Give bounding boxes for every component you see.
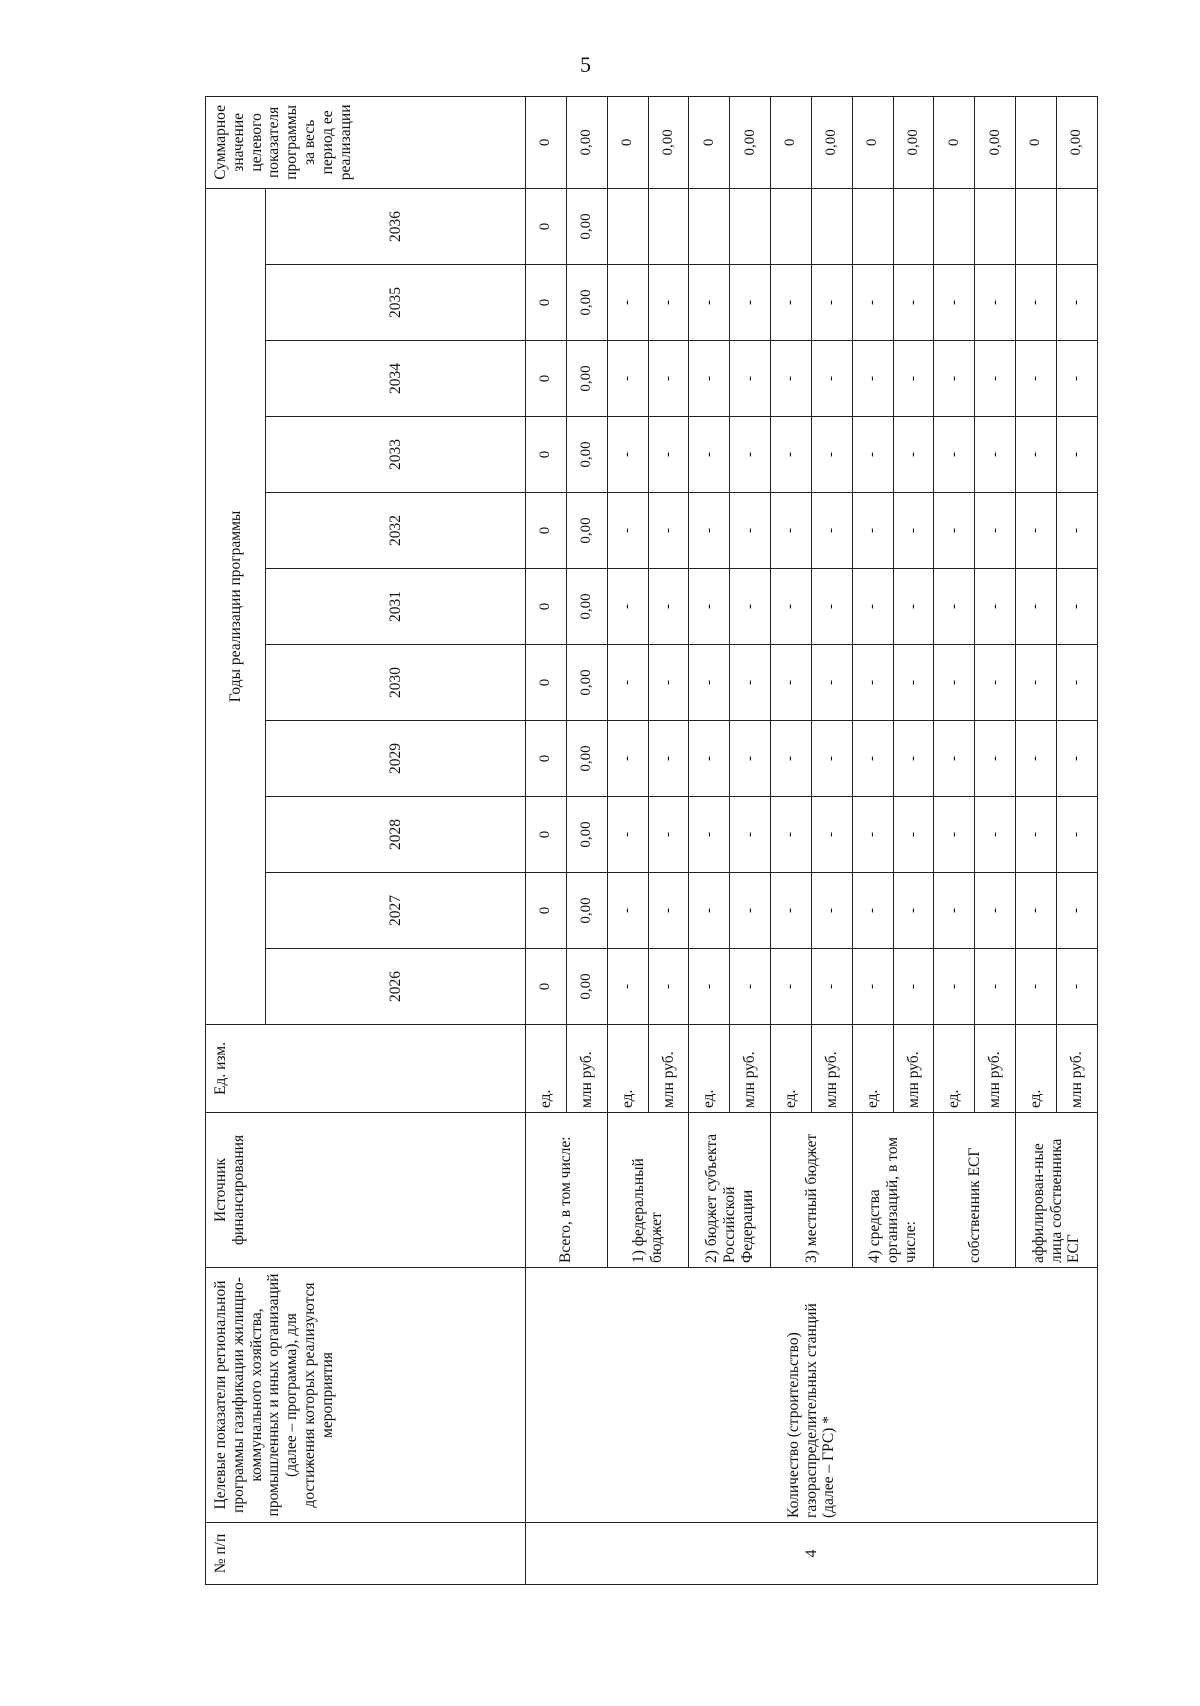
value-cell: 0 <box>526 341 567 417</box>
value-cell: - <box>771 873 812 949</box>
header-year-2035: 2035 <box>266 265 526 341</box>
value-cell: - <box>771 645 812 721</box>
value-cell: - <box>689 417 730 493</box>
value-cell: - <box>1016 645 1057 721</box>
value-cell: - <box>811 493 852 569</box>
value-cell: - <box>1056 721 1097 797</box>
value-cell: - <box>730 797 771 873</box>
value-cell: - <box>893 949 934 1025</box>
unit-cell: ед. <box>689 1025 730 1113</box>
unit-cell: ед. <box>934 1025 975 1113</box>
value-cell <box>607 188 648 264</box>
value-cell: - <box>689 721 730 797</box>
value-cell: - <box>811 265 852 341</box>
program-table-wrapper <box>205 97 1097 1585</box>
source-label: собственник ЕСГ <box>934 1113 1016 1268</box>
value-cell: - <box>893 493 934 569</box>
value-cell: - <box>893 645 934 721</box>
value-cell: - <box>934 721 975 797</box>
value-cell: - <box>607 265 648 341</box>
header-year-2033: 2033 <box>266 417 526 493</box>
value-cell: - <box>689 341 730 417</box>
value-cell: - <box>730 417 771 493</box>
value-cell: - <box>893 417 934 493</box>
value-cell: - <box>852 569 893 645</box>
value-cell: - <box>607 721 648 797</box>
value-cell: - <box>852 645 893 721</box>
value-cell: - <box>648 949 689 1025</box>
value-cell: - <box>689 797 730 873</box>
value-cell <box>648 188 689 264</box>
value-cell: - <box>811 797 852 873</box>
value-cell: - <box>1016 341 1057 417</box>
value-cell: - <box>1016 873 1057 949</box>
value-cell: - <box>648 645 689 721</box>
value-cell: - <box>730 645 771 721</box>
total-cell: 0 <box>689 96 730 188</box>
value-cell <box>811 188 852 264</box>
value-cell: - <box>811 341 852 417</box>
value-cell: - <box>689 949 730 1025</box>
value-cell: 0 <box>526 188 567 264</box>
value-cell <box>771 188 812 264</box>
total-cell: 0 <box>934 96 975 188</box>
unit-cell: ед. <box>607 1025 648 1113</box>
value-cell: - <box>934 569 975 645</box>
value-cell <box>1016 188 1057 264</box>
unit-cell: млн руб. <box>566 1025 607 1113</box>
header-total: Суммарное значение целевого показателя программы за весь период ее реализации <box>206 96 526 188</box>
value-cell: 0 <box>526 873 567 949</box>
unit-cell: ед. <box>1016 1025 1057 1113</box>
value-cell: - <box>607 493 648 569</box>
program-indicators-table <box>205 96 1098 1585</box>
header-num: № п/п <box>206 1523 526 1585</box>
source-label: Всего, в том числе: <box>526 1113 608 1268</box>
value-cell: - <box>893 797 934 873</box>
header-year-2028: 2028 <box>266 797 526 873</box>
header-years-group: Годы реализации программы <box>206 188 266 1024</box>
value-cell: - <box>771 417 812 493</box>
unit-cell: млн руб. <box>730 1025 771 1113</box>
total-cell: 0 <box>771 96 812 188</box>
value-cell: - <box>1016 949 1057 1025</box>
value-cell: - <box>893 341 934 417</box>
value-cell: 0,00 <box>566 188 607 264</box>
value-cell: - <box>893 873 934 949</box>
value-cell: - <box>975 797 1016 873</box>
total-cell: 0,00 <box>730 96 771 188</box>
value-cell: - <box>689 493 730 569</box>
value-cell: - <box>975 569 1016 645</box>
value-cell: - <box>730 873 771 949</box>
value-cell: - <box>893 569 934 645</box>
value-cell: - <box>771 949 812 1025</box>
value-cell: - <box>811 645 852 721</box>
value-cell: - <box>648 493 689 569</box>
value-cell: - <box>811 417 852 493</box>
value-cell: - <box>852 265 893 341</box>
value-cell: - <box>607 417 648 493</box>
value-cell: - <box>852 493 893 569</box>
value-cell: - <box>689 873 730 949</box>
value-cell: - <box>771 797 812 873</box>
total-cell: 0 <box>1016 96 1057 188</box>
value-cell: - <box>689 265 730 341</box>
row-number: 4 <box>526 1523 1098 1585</box>
value-cell: - <box>1056 645 1097 721</box>
value-cell: - <box>648 265 689 341</box>
value-cell: - <box>852 873 893 949</box>
value-cell: - <box>1056 493 1097 569</box>
value-cell: - <box>607 645 648 721</box>
unit-cell: млн руб. <box>648 1025 689 1113</box>
value-cell: - <box>852 949 893 1025</box>
table-body <box>526 96 1098 1584</box>
total-cell: 0,00 <box>566 96 607 188</box>
value-cell: - <box>730 721 771 797</box>
value-cell: - <box>607 341 648 417</box>
header-year-2027: 2027 <box>266 873 526 949</box>
value-cell: - <box>975 493 1016 569</box>
source-label: аффилирован-ные лица собственника ЕСГ <box>1016 1113 1098 1268</box>
total-cell: 0,00 <box>648 96 689 188</box>
value-cell: - <box>811 873 852 949</box>
value-cell: - <box>1016 417 1057 493</box>
value-cell: - <box>648 569 689 645</box>
value-cell: - <box>975 417 1016 493</box>
source-label: 2) бюджет субъекта Российской Федерации <box>689 1113 771 1268</box>
value-cell: - <box>607 873 648 949</box>
indicator-name: Количество (строительство) газораспределительных станций (далее – ГРС) * <box>526 1268 1098 1523</box>
value-cell: - <box>1016 797 1057 873</box>
source-label: 3) местный бюджет <box>771 1113 853 1268</box>
value-cell: - <box>1016 493 1057 569</box>
total-cell: 0 <box>526 96 567 188</box>
value-cell: - <box>975 341 1016 417</box>
header-year-2031: 2031 <box>266 569 526 645</box>
value-cell: 0 <box>526 645 567 721</box>
value-cell: - <box>1056 265 1097 341</box>
value-cell: - <box>648 873 689 949</box>
value-cell: - <box>689 569 730 645</box>
unit-cell: млн руб. <box>811 1025 852 1113</box>
value-cell: - <box>893 265 934 341</box>
header-indicators: Целевые показатели региональной программы газификации жилищно-коммунального хозяйства, промышленных и иных организаций (далее – программа), для достижения которых реализуются мероприятия <box>206 1268 526 1523</box>
value-cell: - <box>1056 949 1097 1025</box>
value-cell: - <box>730 265 771 341</box>
value-cell: - <box>771 265 812 341</box>
value-cell: - <box>934 645 975 721</box>
value-cell: - <box>771 493 812 569</box>
source-label: 1) федеральный бюджет <box>607 1113 689 1268</box>
value-cell: - <box>648 417 689 493</box>
value-cell: - <box>934 873 975 949</box>
value-cell: - <box>730 341 771 417</box>
value-cell: - <box>648 341 689 417</box>
total-cell: 0,00 <box>811 96 852 188</box>
value-cell <box>852 188 893 264</box>
unit-cell: ед. <box>852 1025 893 1113</box>
value-cell: - <box>607 797 648 873</box>
value-cell: 0 <box>526 417 567 493</box>
value-cell: - <box>689 645 730 721</box>
value-cell: 0 <box>526 569 567 645</box>
value-cell: - <box>771 569 812 645</box>
value-cell: 0 <box>526 265 567 341</box>
value-cell <box>975 188 1016 264</box>
value-cell: 0 <box>526 721 567 797</box>
value-cell: - <box>811 721 852 797</box>
value-cell: - <box>811 569 852 645</box>
value-cell: 0,00 <box>566 341 607 417</box>
value-cell: - <box>1056 569 1097 645</box>
value-cell: - <box>1016 569 1057 645</box>
unit-cell: млн руб. <box>893 1025 934 1113</box>
value-cell: - <box>975 645 1016 721</box>
value-cell <box>1056 188 1097 264</box>
value-cell: - <box>934 417 975 493</box>
page-number: 5 <box>580 52 591 77</box>
value-cell: - <box>730 493 771 569</box>
value-cell: - <box>852 721 893 797</box>
value-cell: 0,00 <box>566 873 607 949</box>
total-cell: 0 <box>607 96 648 188</box>
total-cell: 0,00 <box>1056 96 1097 188</box>
value-cell: - <box>771 721 812 797</box>
unit-cell: млн руб. <box>975 1025 1016 1113</box>
total-cell: 0 <box>852 96 893 188</box>
value-cell: - <box>1056 873 1097 949</box>
header-source: Источник финансирования <box>206 1113 526 1268</box>
value-cell <box>893 188 934 264</box>
header-year-2036: 2036 <box>266 188 526 264</box>
value-cell: - <box>852 341 893 417</box>
value-cell: - <box>975 949 1016 1025</box>
total-cell: 0,00 <box>893 96 934 188</box>
value-cell: - <box>934 797 975 873</box>
value-cell: - <box>607 569 648 645</box>
unit-cell: ед. <box>526 1025 567 1113</box>
value-cell: - <box>771 341 812 417</box>
value-cell: - <box>730 569 771 645</box>
value-cell: 0,00 <box>566 417 607 493</box>
value-cell <box>689 188 730 264</box>
header-year-2026: 2026 <box>266 949 526 1025</box>
value-cell: 0 <box>526 797 567 873</box>
value-cell: - <box>1056 417 1097 493</box>
value-cell <box>730 188 771 264</box>
value-cell: 0,00 <box>566 493 607 569</box>
total-cell: 0,00 <box>975 96 1016 188</box>
value-cell: 0,00 <box>566 645 607 721</box>
table-row <box>526 96 567 1584</box>
value-cell: - <box>730 949 771 1025</box>
value-cell: - <box>1016 265 1057 341</box>
source-label: 4) средства организаций, в том числе: <box>852 1113 934 1268</box>
unit-cell: млн руб. <box>1056 1025 1097 1113</box>
value-cell: - <box>648 797 689 873</box>
value-cell: 0 <box>526 493 567 569</box>
unit-cell: ед. <box>771 1025 812 1113</box>
value-cell: - <box>648 721 689 797</box>
value-cell: - <box>934 265 975 341</box>
value-cell: 0,00 <box>566 569 607 645</box>
value-cell: - <box>975 721 1016 797</box>
value-cell: - <box>934 493 975 569</box>
value-cell: 0,00 <box>566 949 607 1025</box>
value-cell: 0,00 <box>566 721 607 797</box>
header-year-2030: 2030 <box>266 645 526 721</box>
value-cell <box>934 188 975 264</box>
value-cell: - <box>811 949 852 1025</box>
value-cell: - <box>934 341 975 417</box>
value-cell: - <box>975 265 1016 341</box>
value-cell: - <box>852 797 893 873</box>
value-cell: 0 <box>526 949 567 1025</box>
header-year-2034: 2034 <box>266 341 526 417</box>
value-cell: 0,00 <box>566 265 607 341</box>
value-cell: - <box>1056 341 1097 417</box>
value-cell: - <box>934 949 975 1025</box>
value-cell: - <box>852 417 893 493</box>
value-cell: - <box>893 721 934 797</box>
value-cell: 0,00 <box>566 797 607 873</box>
value-cell: - <box>1016 721 1057 797</box>
value-cell: - <box>975 873 1016 949</box>
header-unit: Ед. изм. <box>206 1025 526 1113</box>
value-cell: - <box>1056 797 1097 873</box>
header-year-2032: 2032 <box>266 493 526 569</box>
value-cell: - <box>607 949 648 1025</box>
header-year-2029: 2029 <box>266 721 526 797</box>
